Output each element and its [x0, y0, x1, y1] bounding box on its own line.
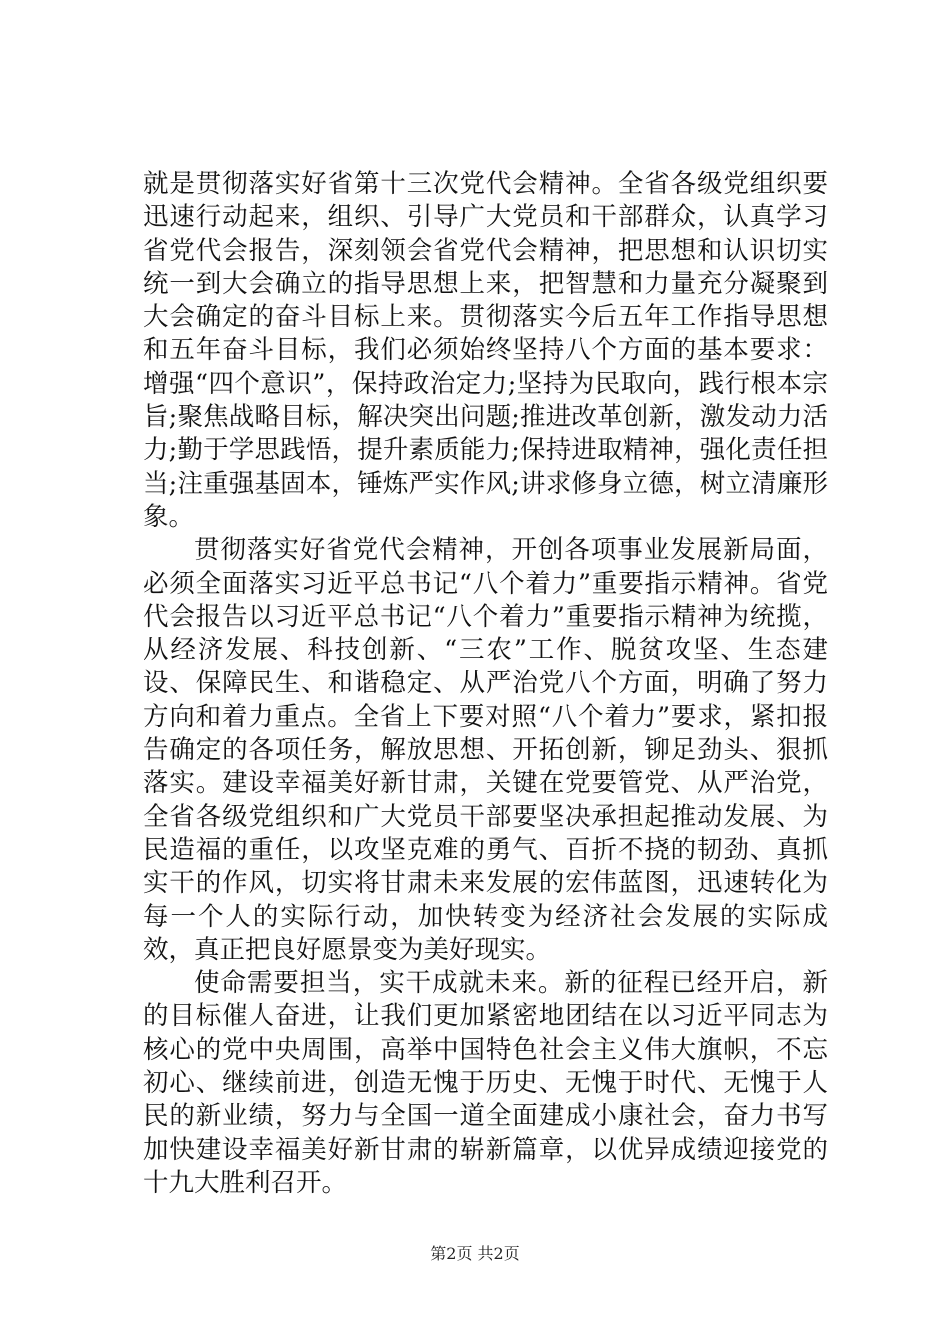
paragraph-3: 使命需要担当，实干成就未来。新的征程已经开启，新的目标催人奋进，让我们更加紧密地团结在以习近平同志为核心的党中央周围，高举中国特色社会主义伟大旗帜，不忘初心、继续前进，创造无愧于历史、无愧于时代、无愧于人民的新业绩，努力与全国一道全面建成小康社会，奋力书写加快建设幸福美好新甘肃的崭新篇章，以优异成绩迎接党的十九大胜利召开。 [143, 968, 828, 1198]
page-footer: 第2页 共2页 [430, 1244, 520, 1263]
paragraph-1: 就是贯彻落实好省第十三次党代会精神。全省各级党组织要迅速行动起来，组织、引导广大党员和干部群众，认真学习省党代会报告，深刻领会省党代会精神，把思想和认识切实统一到大会确立的指导思想上来，把智慧和力量充分凝聚到大会确定的奋斗目标上来。贯彻落实今后五年工作指导思想和五年奋斗目标，我们必须始终坚持八个方面的基本要求：增强“四个意识”，保持政治定力;坚持为民取向，践行根本宗旨;聚焦战略目标，解决突出问题;推进改革创新，激发动力活力;勤于学思践悟，提升素质能力;保持进取精神，强化责任担当;注重强基固本，锤炼严实作风;讲求修身立德，树立清廉形象。 [143, 169, 828, 532]
document-body [143, 168, 828, 1200]
paragraph-2: 贯彻落实好省党代会精神，开创各项事业发展新局面，必须全面落实习近平总书记“八个着力”重要指示精神。省党代会报告以习近平总书记“八个着力”重要指示精神为统揽，从经济发展、科技创新、“三农”工作、脱贫攻坚、生态建设、保障民生、和谐稳定、从严治党八个方面，明确了努力方向和着力重点。全省上下要对照“八个着力”要求，紧扣报告确定的各项任务，解放思想、开拓创新，铆足劲头、狠抓落实。建设幸福美好新甘肃，关键在党要管党、从严治党，全省各级党组织和广大党员干部要坚决承担起推动发展、为民造福的重任，以攻坚克难的勇气、百折不挠的韧劲、真抓实干的作风，切实将甘肃未来发展的宏伟蓝图，迅速转化为每一个人的实际行动，加快转变为经济社会发展的实际成效，真正把良好愿景变为美好现实。 [143, 535, 828, 965]
